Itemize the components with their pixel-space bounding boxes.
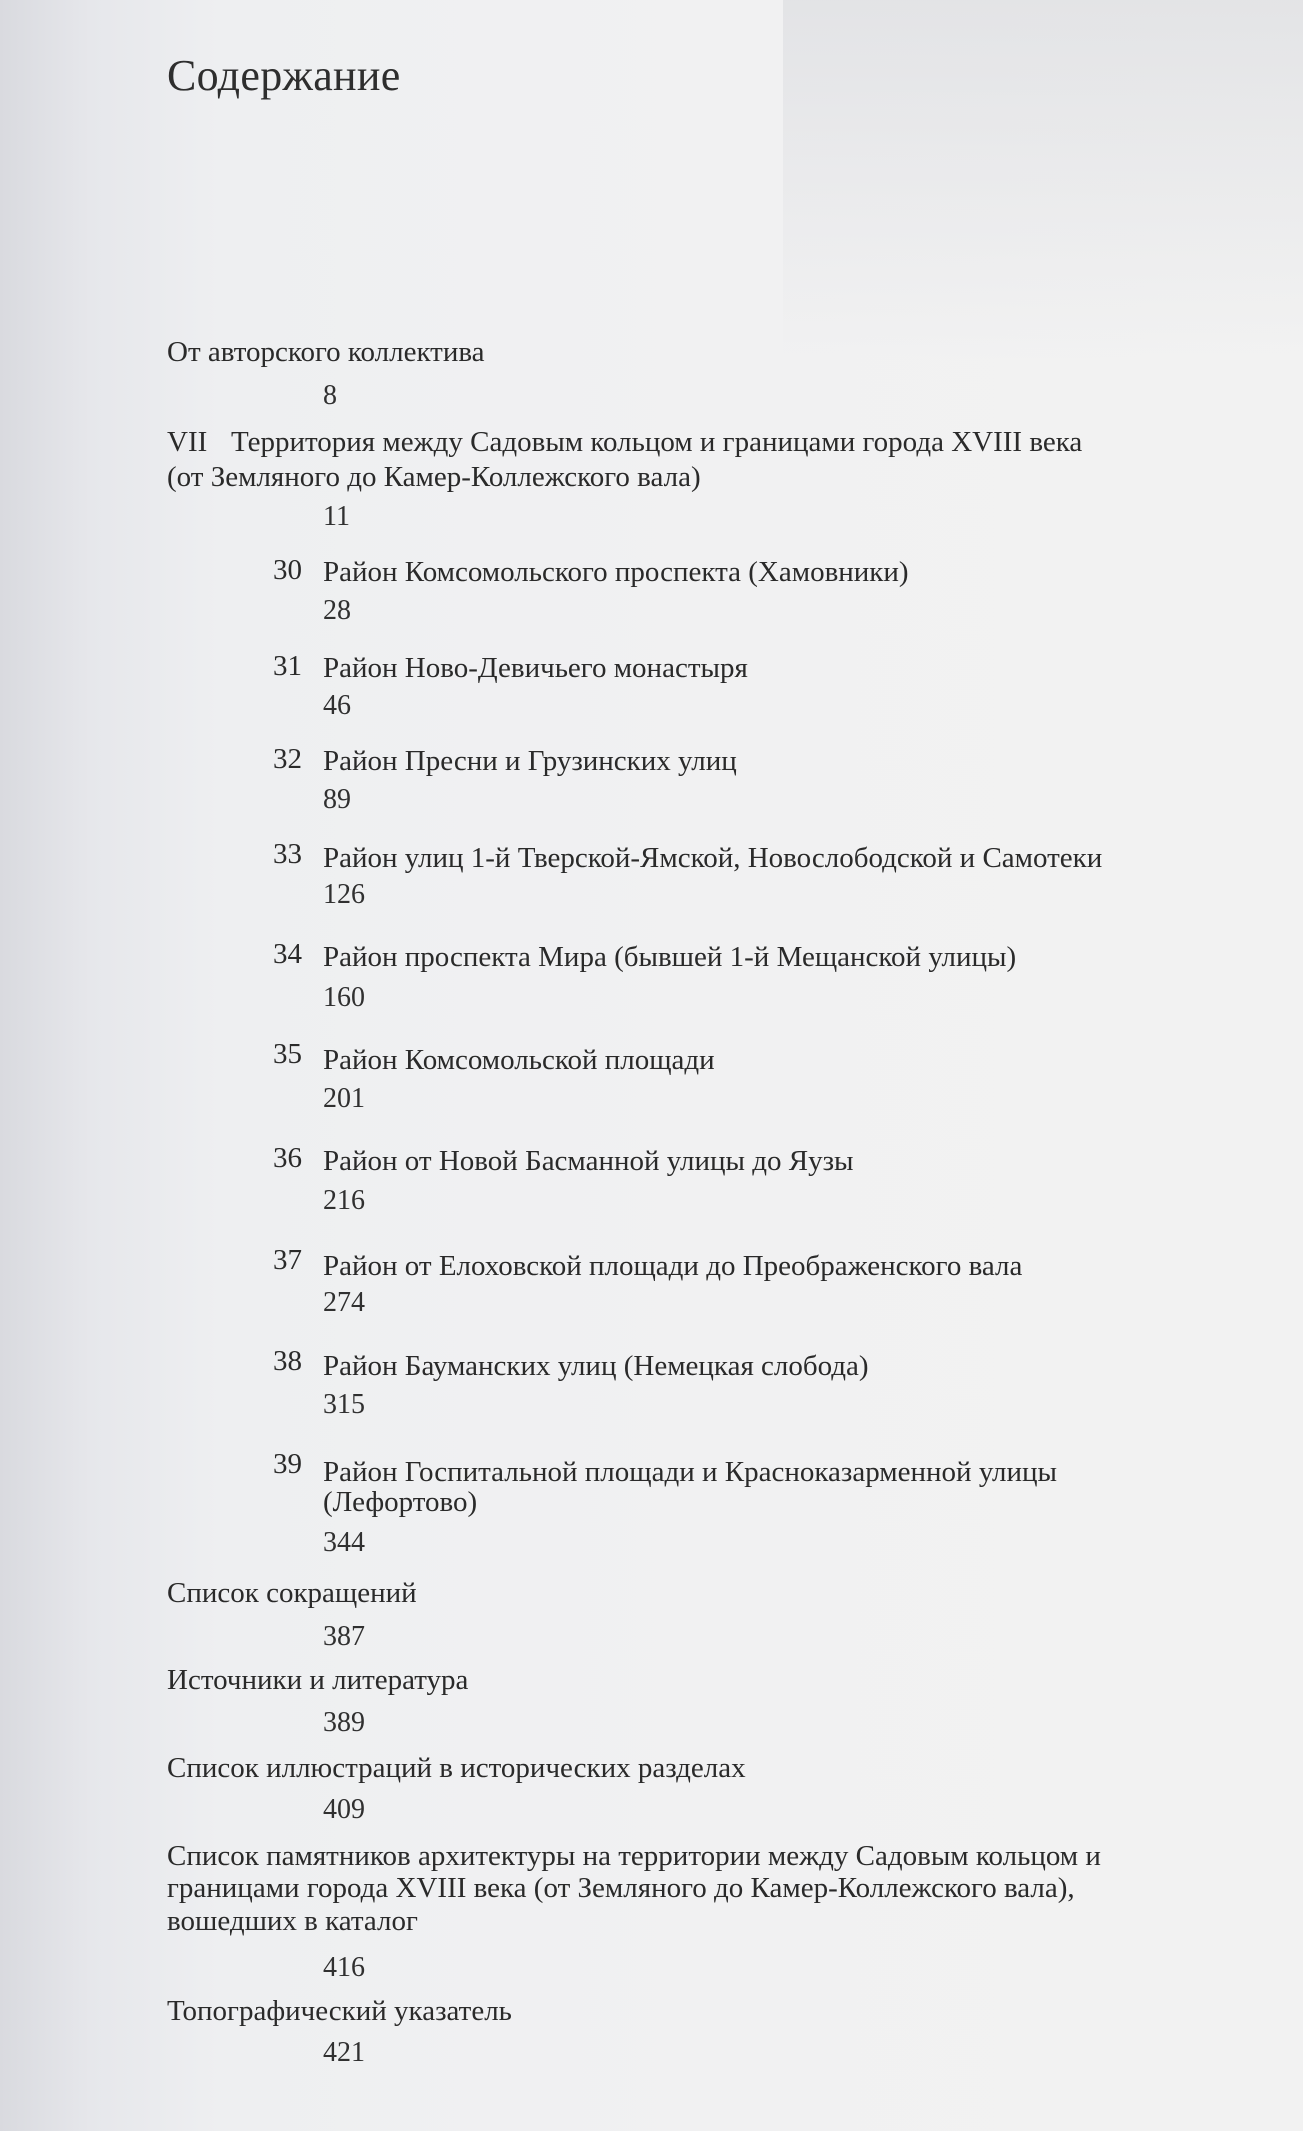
toc-entry-title-line2: (Лефортово) xyxy=(323,1486,478,1518)
toc-entry-page: 409 xyxy=(323,1794,365,1825)
toc-entry-title: Район Пресни и Грузинских улиц xyxy=(323,745,737,777)
toc-entry-page: 389 xyxy=(323,1707,365,1738)
toc-entry-title: Район проспекта Мира (бывшей 1-й Мещанской улицы) xyxy=(323,941,1017,973)
toc-entry-title: Район Бауманских улиц (Немецкая слобода) xyxy=(323,1350,869,1382)
page-title: Содержание xyxy=(167,51,401,100)
toc-entry-page: 8 xyxy=(323,380,337,411)
toc-entry-number: 35 xyxy=(273,1038,302,1070)
toc-entry-number: 31 xyxy=(273,650,302,682)
toc-entry-title: Район Госпитальной площади и Красноказарменной улицы xyxy=(323,1456,1058,1488)
toc-entry-title: Топографический указатель xyxy=(167,1995,512,2027)
toc-entry-page: 216 xyxy=(323,1185,365,1216)
toc-entry-title: Источники и литература xyxy=(167,1664,469,1696)
toc-entry-page: 28 xyxy=(323,595,351,626)
toc-entry-page: 387 xyxy=(323,1621,365,1652)
toc-entry-title-line2: границами города XVIII века (от Земляного до Камер-Коллежского вала), xyxy=(167,1872,1075,1904)
toc-entry-title-line3: вошедших в каталог xyxy=(167,1905,418,1937)
toc-entry-number: 32 xyxy=(273,743,302,775)
toc-entry-page: 416 xyxy=(323,1952,365,1983)
toc-entry-title: Район Комсомольского проспекта (Хамовники) xyxy=(323,556,909,588)
toc-entry-title: Список памятников архитектуры на территории между Садовым кольцом и xyxy=(167,1840,1101,1872)
toc-entry-title: Район Комсомольской площади xyxy=(323,1044,715,1076)
toc-entry-title: Район от Новой Басманной улицы до Яузы xyxy=(323,1145,854,1177)
toc-entry-number: 33 xyxy=(273,838,302,870)
toc-entry-title: Район от Елоховской площади до Преображенского вала xyxy=(323,1250,1023,1282)
toc-entry-page: 315 xyxy=(323,1389,365,1420)
toc-entry-page: 421 xyxy=(323,2037,365,2068)
toc-entry-title: Территория между Садовым кольцом и границами города XVIII века xyxy=(231,426,1083,458)
toc-entry-title: От авторского коллектива xyxy=(167,336,485,368)
toc-entry-title: Район Ново-Девичьего монастыря xyxy=(323,652,748,684)
toc-entry-number: VII xyxy=(167,426,208,458)
toc-entry-page: 160 xyxy=(323,982,365,1013)
toc-entry-page: 344 xyxy=(323,1527,365,1558)
toc-entry-title: Список иллюстраций в исторических разделах xyxy=(167,1752,746,1784)
toc-entry-number: 38 xyxy=(273,1345,302,1377)
toc-entry-number: 37 xyxy=(273,1244,302,1276)
toc-entry-number: 30 xyxy=(273,554,302,586)
toc-entry-title: Район улиц 1-й Тверской-Ямской, Новослободской и Самотеки xyxy=(323,842,1103,874)
toc-entry-page: 46 xyxy=(323,690,351,721)
toc-entry-title-line2: (от Земляного до Камер-Коллежского вала) xyxy=(167,461,701,493)
toc-entry-page: 274 xyxy=(323,1287,365,1318)
toc-entry-page: 126 xyxy=(323,879,365,910)
toc-entry-number: 39 xyxy=(273,1448,302,1480)
toc-entry-title: Список сокращений xyxy=(167,1577,417,1609)
toc-entry-number: 34 xyxy=(273,938,302,970)
toc-entry-page: 11 xyxy=(323,501,350,532)
toc-entry-page: 89 xyxy=(323,784,351,815)
toc-entry-number: 36 xyxy=(273,1142,302,1174)
toc-entry-page: 201 xyxy=(323,1083,365,1114)
bleed-through-shadow xyxy=(783,0,1303,360)
